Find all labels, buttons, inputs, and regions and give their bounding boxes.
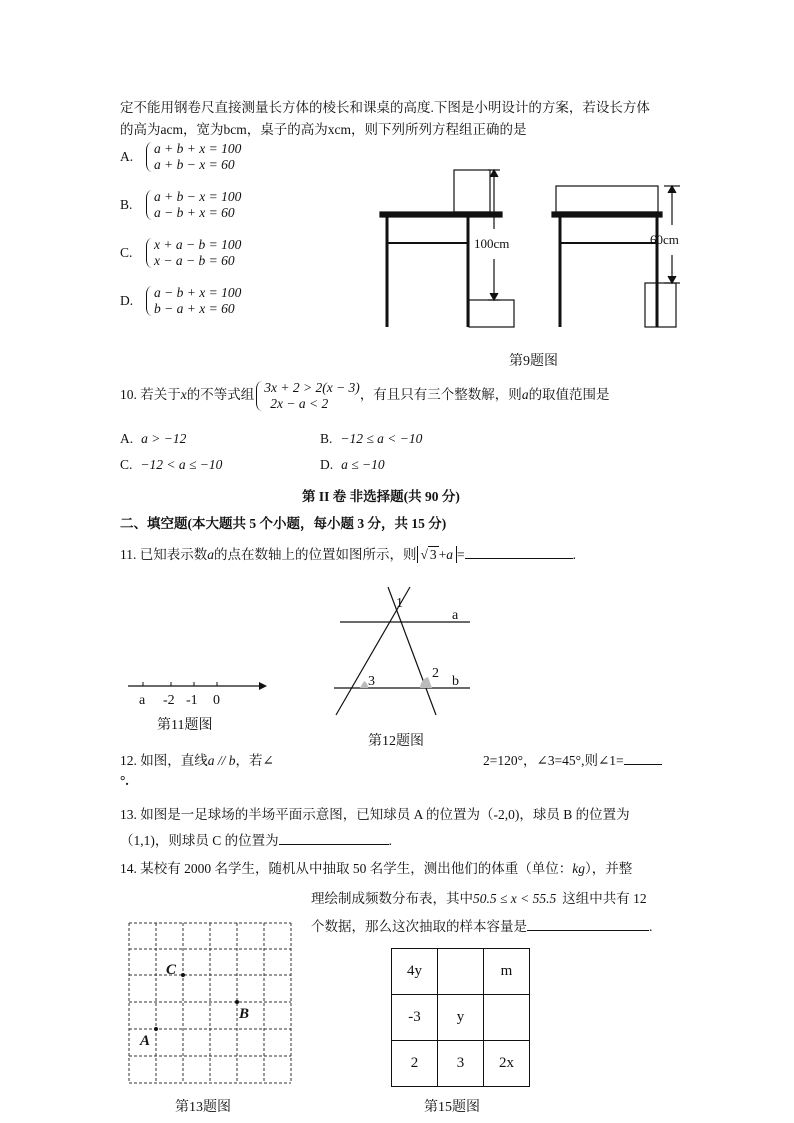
axis-label-a: a [139,693,146,708]
text: ，有且只有三个整数解，则 [359,387,522,403]
q12-figure [330,585,480,720]
q11-number-line [125,672,275,712]
q9-option-c [120,237,241,269]
equation: x − a − b = 60 [154,253,235,268]
grid-cell [438,949,484,995]
value: −12 < a ≤ −10 [140,457,223,472]
answer-blank [624,752,662,765]
grid-cell: -3 [392,995,438,1041]
abs-expression: √ 3 +a [417,546,458,563]
q12-stem-b [483,749,662,769]
inequality: 3x + 2 > 2(x − 3) [264,380,360,395]
grid-cell: y [438,995,484,1041]
period: . [572,547,577,562]
q15-grid [391,948,530,1087]
q12-degree: °. [120,773,129,788]
grid-cell: 2 [392,1041,438,1087]
range: 50.5 ≤ x < 55.5 [473,891,557,906]
equation: b − a + x = 60 [154,301,235,316]
axis-label-0: 0 [213,693,220,708]
option-label: B. [120,197,133,212]
equation: a − b + x = 60 [154,205,235,220]
q15-caption: 第15题图 [424,1100,480,1115]
text: （1,1)，则球员 C 的位置为 [120,833,279,848]
label-line-a: a [452,608,459,623]
grid-cell [484,995,530,1041]
desk-top [380,212,502,217]
equation: a + b − x = 60 [154,157,235,172]
axis-label-minus1: -1 [186,693,198,708]
var: a [521,387,529,403]
label: A. [120,431,134,446]
unit: kg [572,861,585,876]
equals: = [457,547,465,562]
answer-blank [279,832,389,845]
grid-cell: 4y [392,949,438,995]
q9-option-d [120,285,241,317]
text: ，若∠ [235,753,274,768]
section-title: 第 II 卷 非选择题(共 90 分) [302,489,460,504]
q14-line2 [311,887,647,907]
text: 2=120°，∠3=45°,则∠1= [483,753,624,768]
sqrt-arg: 3 [429,547,437,562]
label-angle-1: 1 [396,596,403,611]
label-C: C [166,962,177,978]
text: 14. 某校有 2000 名学生，随机从中抽取 50 名学生，测出他们的体重（单位： [120,861,573,876]
box-on-desk [556,186,658,212]
var: a [446,547,454,562]
q9-option-b [120,189,241,221]
label-angle-2: 2 [432,666,439,681]
value: a ≤ −10 [341,457,385,472]
text: 11. 已知表示数 [120,547,208,562]
part2-heading: 二、填空题(本大题共 5 个小题，每小题 3 分，共 15 分) [120,516,447,531]
label: B. [320,431,333,446]
q10-option-c [120,457,222,473]
q9-figure [370,165,690,335]
q13-line2 [120,829,392,849]
text: 的取值范围是 [528,387,610,403]
label: D. [320,457,334,472]
equation: a − b + x = 100 [154,285,242,300]
answer-blank [527,918,649,931]
period: . [388,833,392,848]
q12-stem-a [120,749,274,769]
box-on-floor [645,283,676,327]
grid-cell: 2x [484,1041,530,1087]
measure-label-100: 100cm [474,236,510,251]
text: 的点在数轴上的位置如图所示，则 [214,547,417,562]
var: a [207,547,214,562]
q11-stem [120,543,576,563]
text: 的不等式组 [186,387,255,403]
angle-3-mark [360,681,368,688]
desk-top [552,212,662,217]
text: 这组中共有 12 [562,891,647,906]
equation: x + a − b = 100 [154,237,242,252]
q9-caption: 第9题图 [509,354,558,369]
label: C. [120,457,133,472]
answer-blank [465,546,573,559]
q10-option-b [320,431,422,447]
q12-caption: 第12题图 [368,734,424,749]
value: −12 ≤ a < −10 [340,431,423,446]
q9-stem-line1: 定不能用钢卷尺直接测量长方体的棱长和课桌的高度.下图是小明设计的方案，若设长方体 [120,100,650,115]
q9-option-a [120,141,241,173]
q10-option-d [320,457,385,473]
relation: a // b [207,753,236,768]
q13-line1: 13. 如图是一足球场的半场平面示意图，已知球员 A 的位置为（-2,0)，球员 B 的位置为 [120,807,630,822]
point-A [154,1027,158,1031]
label-line-b: b [452,674,459,689]
q14-line1 [120,857,632,877]
point-C [181,973,185,977]
q10-stem [120,380,610,412]
q11-caption: 第11题图 [157,718,213,733]
measure-label-60: 60cm [650,232,679,247]
text: 理绘制成频数分布表，其中 [311,891,473,906]
option-label: C. [120,245,133,260]
point-B [235,1000,239,1004]
equation: a + b + x = 100 [154,141,242,156]
option-label: D. [120,293,134,308]
label-angle-3: 3 [368,674,375,689]
q9-stem-line2: 的高为acm，宽为bcm，桌子的高为xcm，则下列所列方程组正确的是 [120,122,527,137]
label-A: A [140,1033,151,1049]
equation: a + b − x = 100 [154,189,242,204]
text: 10. 若关于 [120,387,181,403]
q13-caption: 第13题图 [175,1100,231,1115]
box-on-floor [469,300,514,327]
axis-label-minus2: -2 [163,693,175,708]
label-B: B [239,1006,250,1022]
grid-cell: m [484,949,530,995]
inequality: 2x − a < 2 [270,396,329,411]
value: a > −12 [141,431,187,446]
text: ），并整 [585,861,633,876]
text: 个数据，那么这次抽取的样本容量是 [311,919,527,934]
var: x [180,387,187,403]
option-label: A. [120,149,134,164]
q13-figure [122,918,302,1088]
grid-cell: 3 [438,1041,484,1087]
period: . [649,919,653,934]
plus: + [438,547,447,562]
text: 12. 如图，直线 [120,753,208,768]
box-on-desk [454,170,490,212]
q14-line3 [311,915,652,935]
q10-option-a [120,431,186,447]
